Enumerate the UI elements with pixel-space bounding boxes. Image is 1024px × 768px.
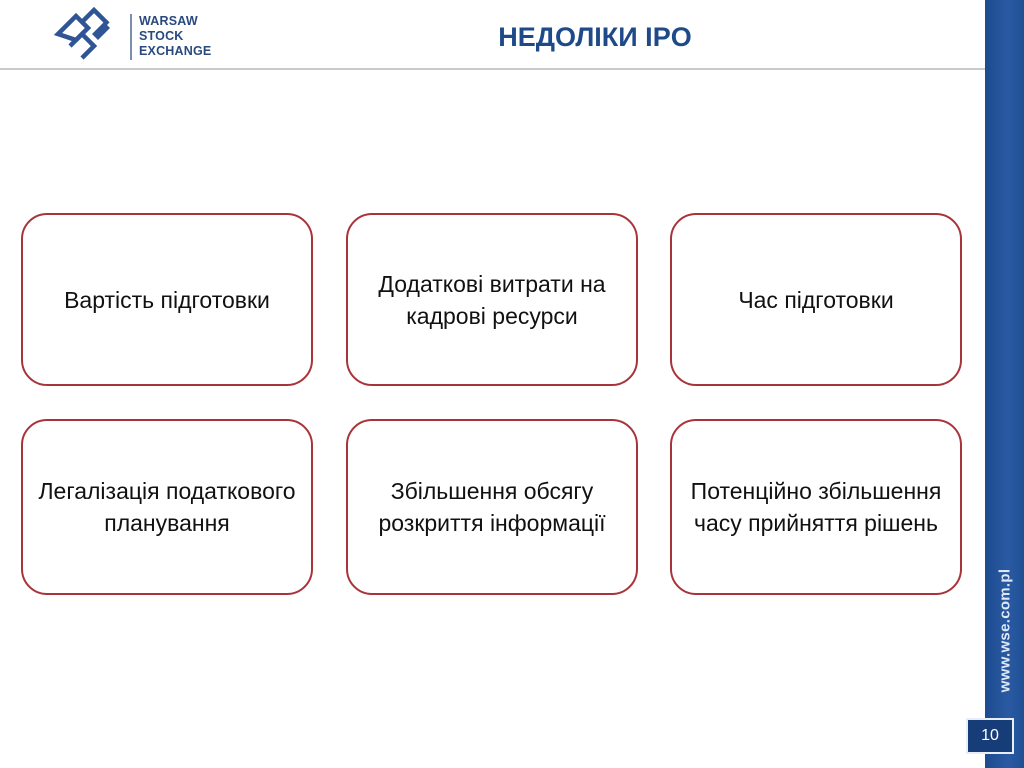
sidebar-url-text: www.wse.com.pl — [996, 568, 1014, 692]
logo-line-3: EXCHANGE — [139, 44, 212, 58]
disadvantage-box-tax-planning: Легалізація податкового планування — [21, 419, 313, 595]
logo-line-1: WARSAW — [139, 14, 198, 28]
page-number: 10 — [966, 718, 1014, 754]
logo-line-2: STOCK — [139, 29, 184, 43]
disadvantage-box-cost: Вартість підготовки — [21, 213, 313, 386]
wse-logo-icon — [52, 6, 112, 62]
sidebar-url — [987, 560, 1023, 700]
disadvantage-box-hr-costs: Додаткові витрати на кадрові ресурси — [346, 213, 638, 386]
disadvantage-box-decision-time: Потенційно збільшення часу прийняття рішень — [670, 419, 962, 595]
slide-header — [0, 0, 985, 70]
logo-wordmark — [139, 14, 211, 59]
page-title: НЕДОЛІКИ IPO — [498, 22, 692, 52]
disadvantage-box-prep-time: Час підготовки — [670, 213, 962, 386]
disadvantage-box-disclosure: Збільшення обсягу розкриття інформації — [346, 419, 638, 595]
header-divider — [0, 68, 985, 70]
logo-divider — [130, 14, 132, 60]
